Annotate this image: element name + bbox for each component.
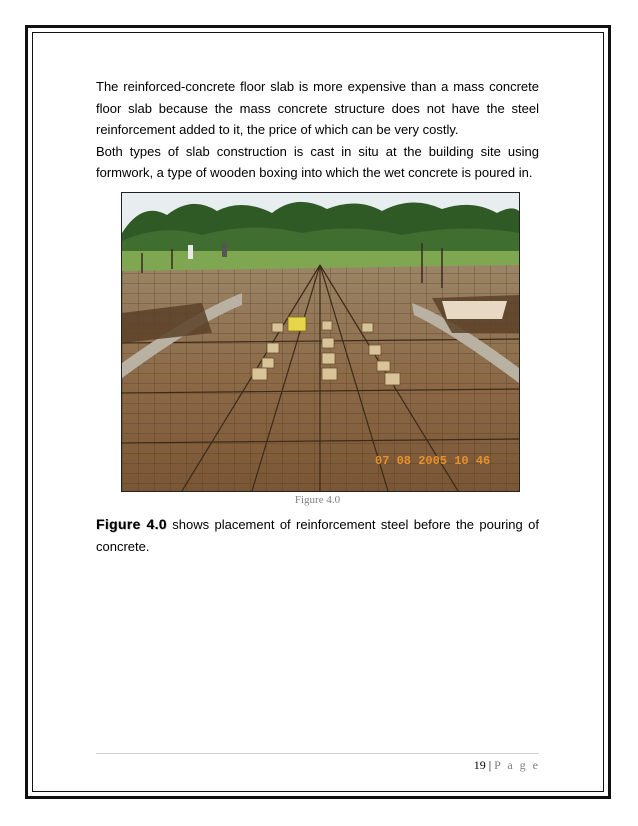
- page-label: P a g e: [494, 758, 540, 772]
- body-text: [96, 76, 539, 184]
- photo-timestamp: 07 08 2005 10 46: [375, 454, 491, 468]
- page-footer: [474, 758, 540, 773]
- paragraph-slab-cost: The reinforced-concrete floor slab is more expensive than a mass concrete floor slab because the mass concrete structure does not have the steel reinforcement added to it, the price of which can be very costly.: [96, 79, 539, 137]
- figure-photo: [121, 192, 520, 492]
- page-separator: |: [485, 758, 495, 772]
- figure-reference: Figure 4.0: [96, 516, 167, 532]
- page-number: 19: [473, 758, 486, 772]
- paragraph-formwork: Both types of slab construction is cast in situ at the building site using formwork, a type of wooden boxing into which the wet concrete is poured in.: [96, 143, 539, 180]
- figure-caption: Figure 4.0: [294, 494, 341, 506]
- figure-description-text: shows placement of reinforcement steel before the pouring of concrete.: [96, 517, 539, 554]
- figure-description: [96, 513, 539, 558]
- footer-divider: [96, 753, 539, 754]
